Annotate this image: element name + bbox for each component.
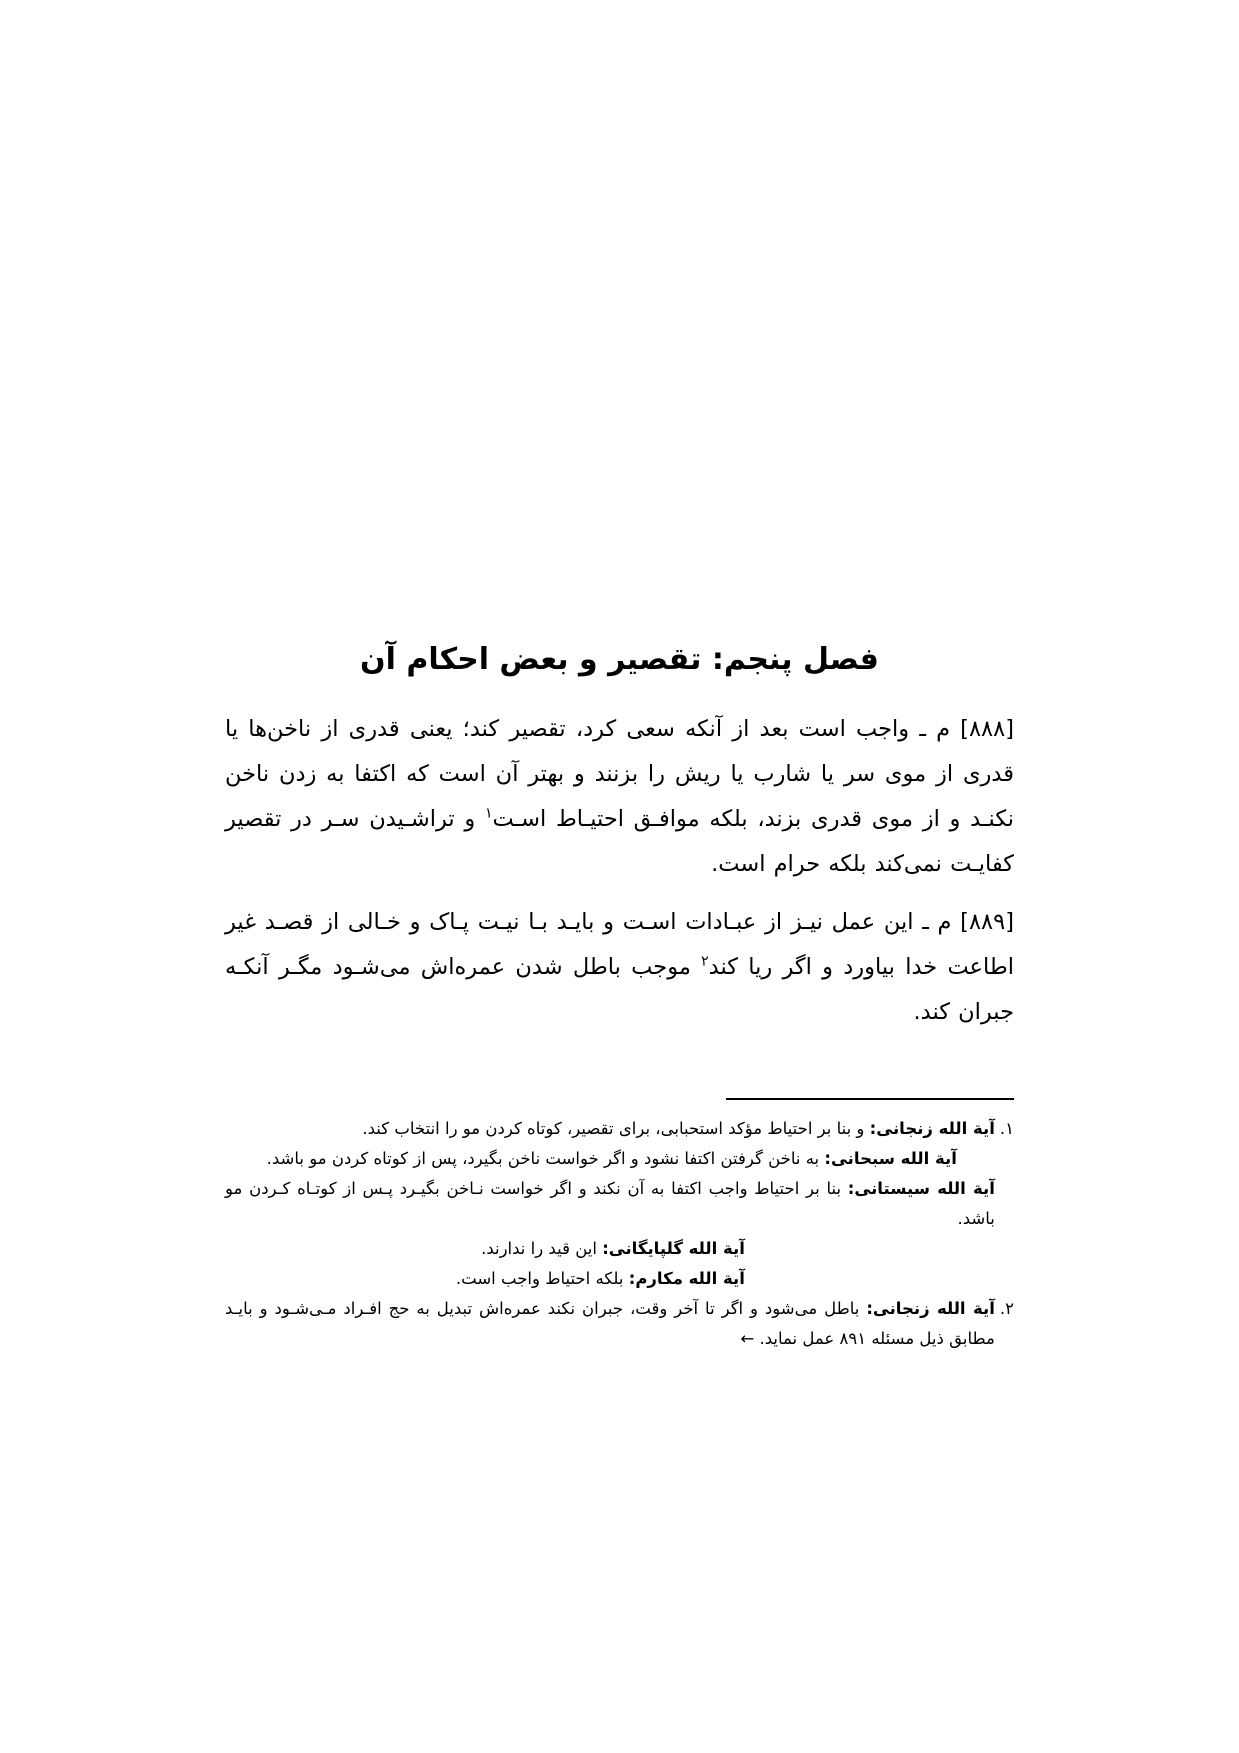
marja-name-zanjani-2: آیة الله زنجانی: [866,1299,995,1318]
paragraph-m889-text: این عمل نیـز از عبـادات اسـت و بایـد بـا نیـت پـاک و خـالی از قصـد غیر اطاعت خدا بیاورد و اگر ریا کند [225,908,1014,980]
marja-name-sobhani: آیة الله سبحانی: [824,1149,957,1168]
footnote-1-text-sistani: بنا بر احتیاط واجب اکتفا به آن نکند و اگر خواست نـاخن بگیـرد پـس از کوتـاه کـردن مو باشد. [225,1179,995,1228]
paragraph-m889 [225,900,1014,1035]
page-content [225,640,1014,1038]
footnote-ref-1[interactable]: ۱ [484,805,493,821]
footnote-ref-2[interactable]: ۲ [701,953,709,969]
footnote-1-text-zanjani: و بنا بر احتیاط مؤکد استحبابی، برای تقصیر، کوتاه کردن مو را انتخاب کند. [362,1119,870,1138]
footnote-1-line-zanjani [225,1114,995,1144]
paragraph-m888-text-after: و تراشـیدن سـر در تقصیر کفایـت نمی‌کند بلکه حرام است. [225,805,1014,877]
paragraph-m889-marker: [۸۸۹] م ـ [922,908,1014,935]
paragraph-m889-text-after: موجب باطل شدن عمره‌اش می‌شـود مگـر آنکـه جبران کند. [225,953,1014,1025]
footnote-1-text-sobhani: به ناخن گرفتن اکتفا نشود و اگر خواست ناخن بگیرد، پس از کوتاه کردن مو باشد. [266,1149,825,1168]
page-title: فصل پنجم: تقصیر و بعض احکام آن [360,642,879,677]
footnote-1-line-sobhani [225,1144,995,1174]
marja-name-zanjani: آیة الله زنجانی: [869,1119,995,1138]
paragraph-m888-marker: [۸۸۸] م ـ [919,715,1015,742]
footnote-1-line-makarem [225,1264,995,1294]
footnote-1-text-golpaygani: این قید را ندارند. [481,1239,603,1258]
footnote-1-marker: ۱. [999,1119,1014,1138]
footnote-1-line-golpaygani [225,1234,995,1264]
footnote-section [225,1098,1014,1354]
footnote-2-marker: ۲. [999,1299,1014,1318]
paragraph-m888 [225,707,1014,887]
marja-name-sistani: آیة الله سیستانی: [847,1179,995,1198]
footnote-item-1 [225,1114,1014,1294]
marja-name-golpaygani: آیة الله گلپایگانی: [602,1239,745,1258]
marja-name-makarem: آیة الله مکارم: [628,1269,745,1288]
paragraph-m888-text: واجب است بعد از آنکه سعی کرد، تقصیر کند؛ یعنی قدری از ناخن‌ها یا قدری از موی سر یا شارب یا ریش را بزنند و بهتر آن است که اکتفا به زدن ناخن نکنـد و از موی قدری بزند، بلکه موافـق احتیـاط اسـت [225,715,1015,832]
footnote-2-line-zanjani [225,1294,995,1354]
footnote-2-text-zanjani: باطل می‌شود و اگر تا آخر وقت، جبران نکند عمره‌اش تبدیل به حج افـراد مـی‌شـود و بایـد مطابق ذیل مسئله ۸۹۱ عمل نماید. ← [225,1299,995,1348]
footnote-1-line-sistani [225,1174,995,1234]
footnote-1-text-makarem: بلکه احتیاط واجب است. [455,1269,629,1288]
footnote-item-2 [225,1294,1014,1354]
footnote-separator-rule [726,1098,1014,1100]
footnote-1-body [225,1114,995,1294]
footnote-2-body [225,1294,995,1354]
